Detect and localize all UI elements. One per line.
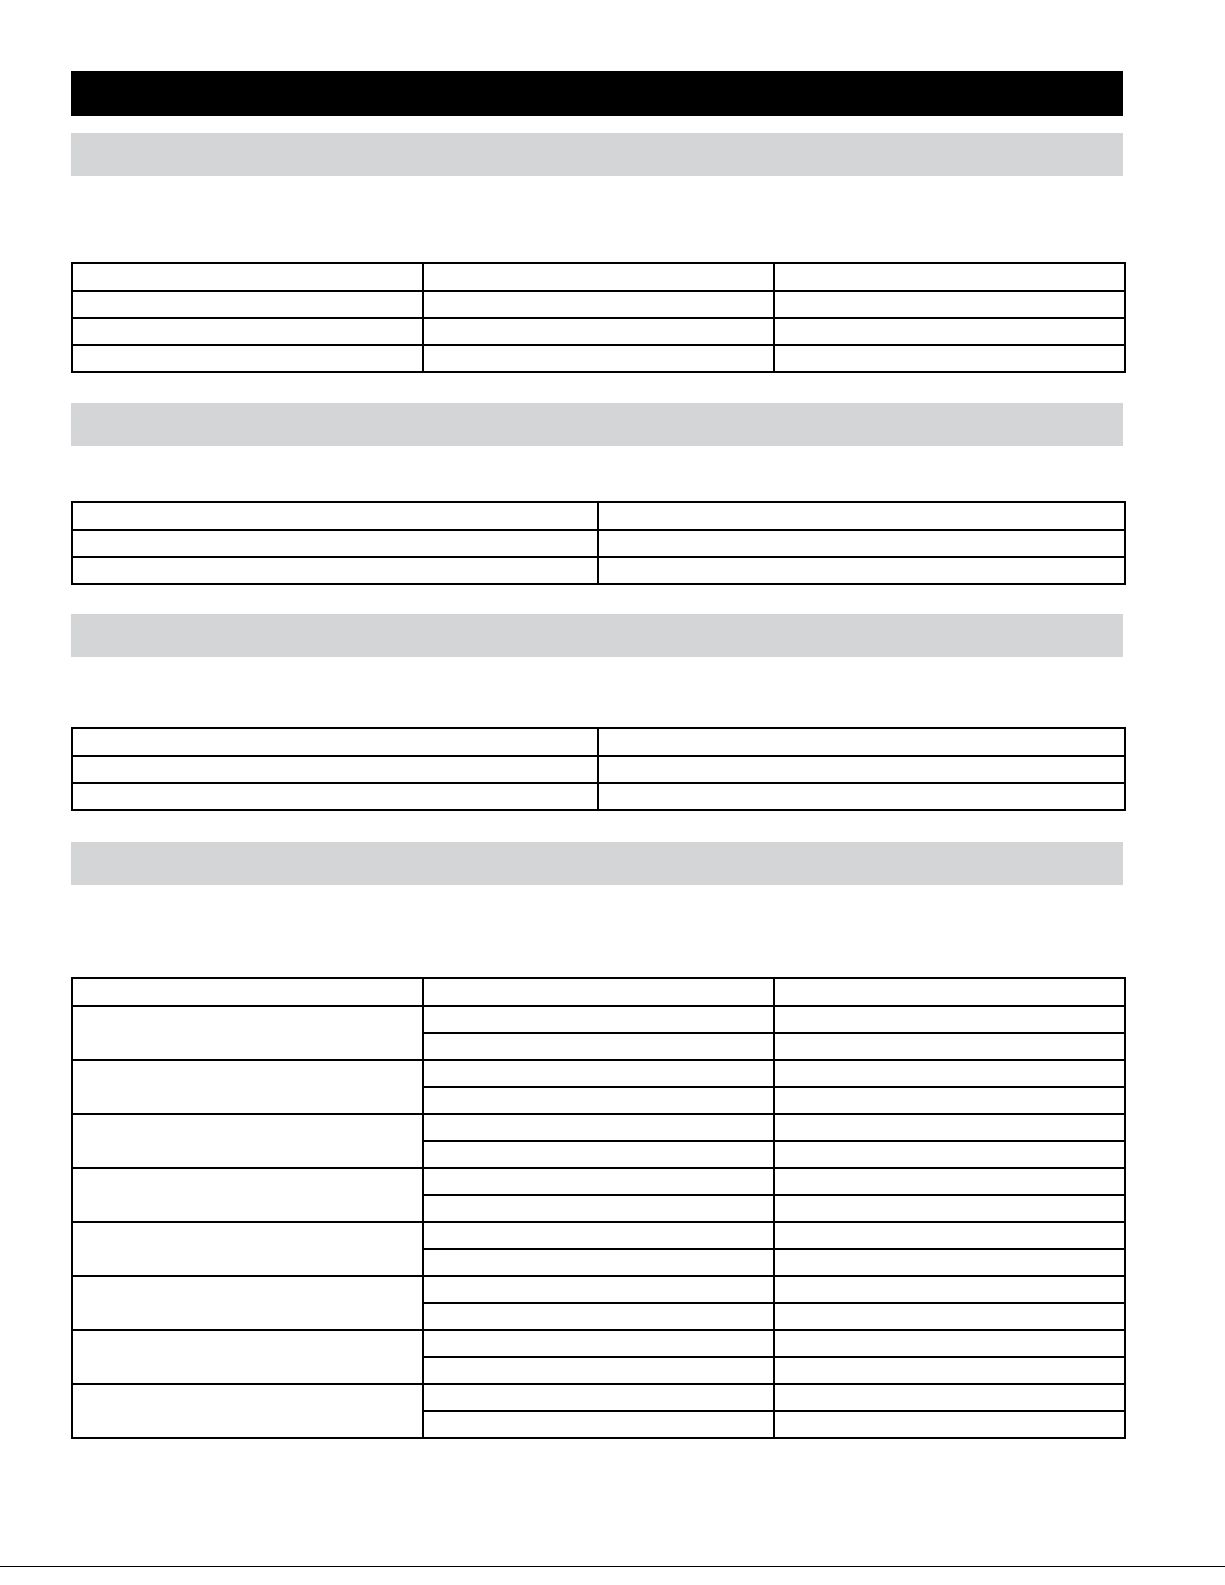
table-cell (423, 1006, 774, 1033)
table-row (72, 345, 1125, 372)
table-row (72, 263, 1125, 291)
table-cell (72, 557, 598, 584)
table-row (72, 318, 1125, 345)
table-cell (72, 530, 598, 557)
table-cell (423, 978, 774, 1006)
table-cell (423, 1411, 774, 1438)
table-cell (423, 1141, 774, 1168)
section-4-heading (71, 842, 1123, 885)
table-cell (774, 1006, 1125, 1033)
table-cell (72, 263, 423, 291)
table-cell (774, 1114, 1125, 1141)
table-cell (774, 1141, 1125, 1168)
table-cell (72, 756, 598, 783)
table-cell (72, 1114, 423, 1168)
table-row (72, 1330, 1125, 1357)
table-cell (72, 978, 423, 1006)
table-cell (423, 1357, 774, 1384)
table-cell (72, 1330, 423, 1384)
table-cell (598, 783, 1125, 810)
section-1-table (71, 262, 1126, 373)
table-cell (774, 1060, 1125, 1087)
table-cell (774, 1303, 1125, 1330)
table-cell (598, 557, 1125, 584)
table-cell (774, 1168, 1125, 1195)
table-cell (774, 1357, 1125, 1384)
table-cell (72, 783, 598, 810)
table-cell (72, 1006, 423, 1060)
table-cell (72, 291, 423, 318)
table-cell (598, 530, 1125, 557)
table-row (72, 1384, 1125, 1411)
table-cell (72, 1276, 423, 1330)
table-cell (423, 1195, 774, 1222)
table-cell (774, 1411, 1125, 1438)
table-cell (423, 1330, 774, 1357)
table-cell (423, 345, 774, 372)
table-row (72, 783, 1125, 810)
section-2-heading (71, 403, 1123, 446)
table-cell (423, 1114, 774, 1141)
table-row (72, 1276, 1125, 1303)
section-3-heading (71, 614, 1123, 657)
table-cell (72, 728, 598, 756)
table-cell (423, 1222, 774, 1249)
table-cell (423, 1060, 774, 1087)
table-row (72, 756, 1125, 783)
table-cell (774, 291, 1125, 318)
table-cell (423, 263, 774, 291)
table-cell (72, 1060, 423, 1114)
table-cell (774, 1087, 1125, 1114)
table-cell (423, 1249, 774, 1276)
page-header-bar (71, 71, 1123, 116)
footer-rule (0, 1566, 1225, 1567)
table-cell (423, 1033, 774, 1060)
table-cell (72, 502, 598, 530)
table-cell (72, 318, 423, 345)
table-cell (774, 1249, 1125, 1276)
table-cell (774, 1222, 1125, 1249)
table-cell (774, 318, 1125, 345)
table-cell (423, 318, 774, 345)
section-3-table (71, 727, 1126, 811)
table-cell (774, 263, 1125, 291)
table-cell (774, 1195, 1125, 1222)
section-2-table (71, 501, 1126, 585)
table-cell (598, 756, 1125, 783)
table-row (72, 728, 1125, 756)
table-cell (774, 345, 1125, 372)
table-cell (423, 1303, 774, 1330)
table-cell (72, 1384, 423, 1438)
table-cell (423, 1384, 774, 1411)
table-row (72, 1006, 1125, 1033)
table-cell (598, 502, 1125, 530)
section-4-table (71, 977, 1126, 1439)
table-cell (423, 1276, 774, 1303)
section-1-heading (71, 133, 1123, 176)
table-row (72, 557, 1125, 584)
table-cell (423, 1087, 774, 1114)
table-cell (72, 1222, 423, 1276)
table-row (72, 1114, 1125, 1141)
table-row (72, 1168, 1125, 1195)
table-cell (72, 345, 423, 372)
table-cell (598, 728, 1125, 756)
table-row (72, 1222, 1125, 1249)
table-cell (774, 1276, 1125, 1303)
table-row (72, 502, 1125, 530)
table-cell (423, 291, 774, 318)
table-cell (774, 1384, 1125, 1411)
table-cell (774, 978, 1125, 1006)
table-cell (72, 1168, 423, 1222)
table-row (72, 291, 1125, 318)
table-cell (774, 1033, 1125, 1060)
table-cell (423, 1168, 774, 1195)
table-row (72, 978, 1125, 1006)
table-row (72, 530, 1125, 557)
table-cell (774, 1330, 1125, 1357)
table-row (72, 1060, 1125, 1087)
